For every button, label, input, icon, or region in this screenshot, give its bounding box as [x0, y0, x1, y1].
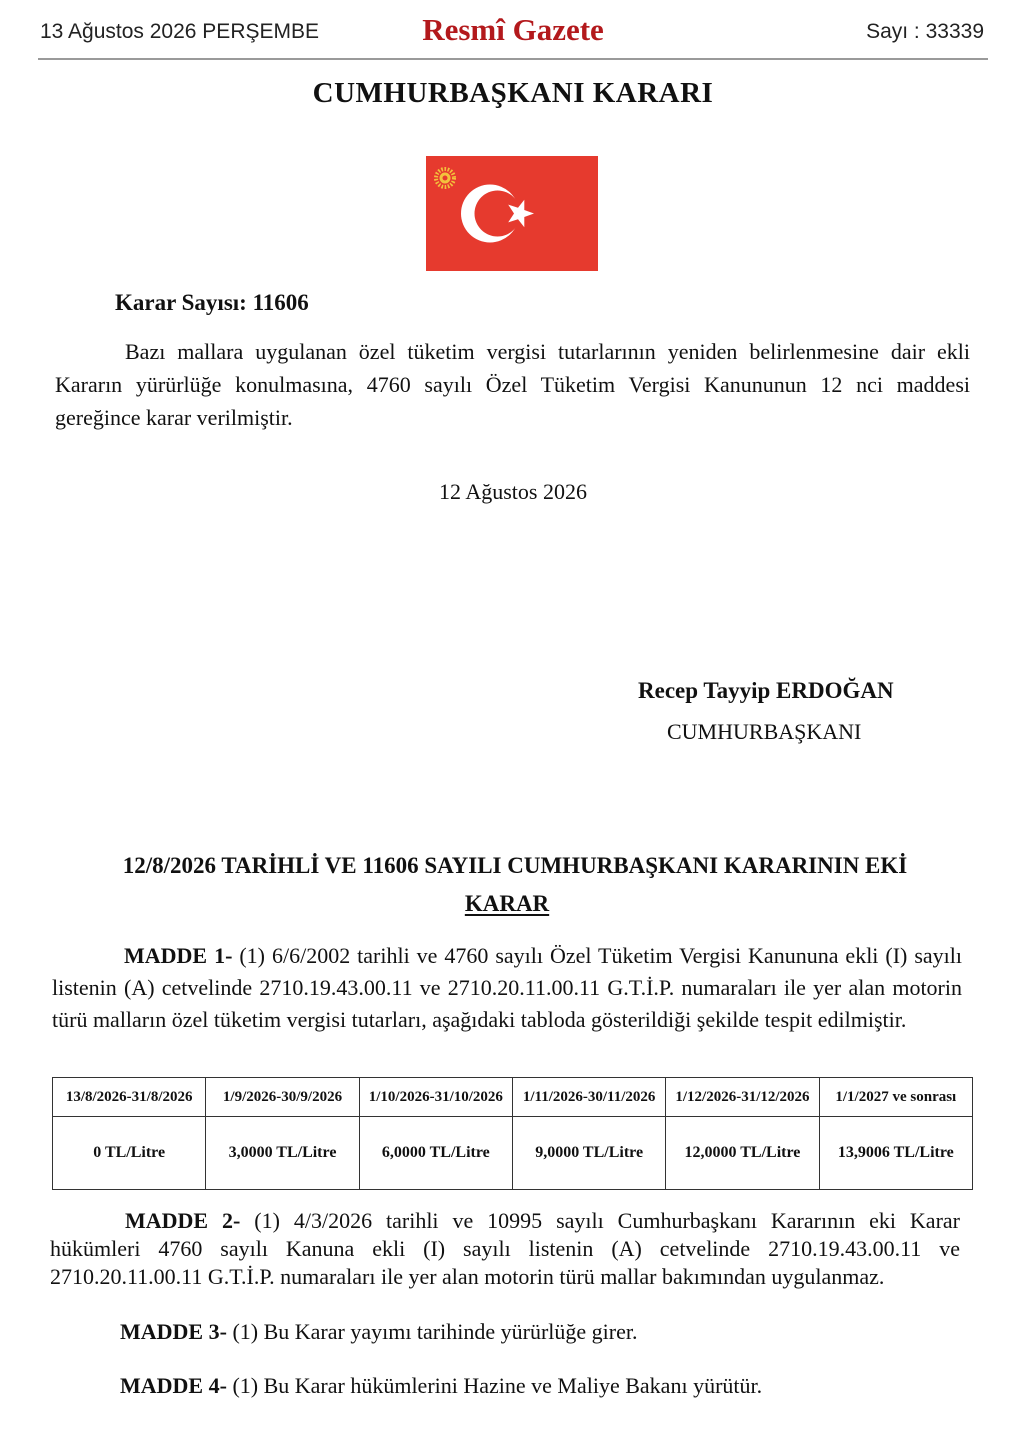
signatory-title: CUMHURBAŞKANI: [667, 719, 862, 744]
table-header-cell: 1/9/2026-30/9/2026: [206, 1078, 359, 1117]
table-cell: 0 TL/Litre: [53, 1117, 206, 1190]
article-1-text: (1) 6/6/2002 tarihli ve 4760 sayılı Özel Tüketim Vergisi Kanununa ekli (I) sayılı listenin (A) cetvelinde 2710.19.43.00.11 ve 2710.20.11.00.11 G.T.İ.P. numaraları ile yer alan motorin türü malların özel tüketim vergisi tutarları, aşağıdaki tabloda gösterildiği şekilde tespit edilmiştir.: [52, 943, 962, 1032]
gazette-name: Resmî Gazete: [422, 12, 604, 47]
header-divider: [38, 58, 988, 60]
article-1-label: MADDE 1-: [124, 943, 233, 968]
signatory-name: Recep Tayyip ERDOĞAN: [638, 678, 894, 703]
article-4-text: (1) Bu Karar hükümlerini Hazine ve Maliye Bakanı yürütür.: [226, 1373, 763, 1398]
table-cell: 9,0000 TL/Litre: [512, 1117, 665, 1190]
article-3-label: MADDE 3-: [120, 1319, 227, 1344]
tax-rate-table: [52, 1077, 973, 1190]
table-cell: 3,0000 TL/Litre: [206, 1117, 359, 1190]
document-title: CUMHURBAŞKANI KARARI: [312, 77, 714, 109]
decision-date: 12 Ağustos 2026: [439, 479, 587, 504]
article-2-label: MADDE 2-: [125, 1208, 241, 1233]
table-header-cell: 1/1/2027 ve sonrası: [819, 1078, 972, 1117]
table-cell: 12,0000 TL/Litre: [666, 1117, 819, 1190]
article-4: [120, 1369, 762, 1402]
table-header-cell: 1/10/2026-31/10/2026: [359, 1078, 512, 1117]
article-2: [50, 1207, 960, 1291]
article-2-text: (1) 4/3/2026 tarihli ve 10995 sayılı Cumhurbaşkanı Kararının eki Karar hükümleri 4760 sayılı Kanuna ekli (I) sayılı listenin (A) cetvelinde 2710.19.43.00.11 ve 2710.20.11.00.11 G.T.İ.P. numaraları ile yer alan motorin türü mallar bakımından uygulanmaz.: [50, 1208, 960, 1289]
intro-paragraph: Bazı mallara uygulanan özel tüketim vergisi tutarlarının yeniden belirlenmesine dair ekli Kararın yürürlüğe konulmasına, 4760 sayılı Özel Tüketim Vergisi Kanununun 12 nci maddesi gereğince karar verilmiştir.: [55, 339, 970, 430]
table-header-cell: 13/8/2026-31/8/2026: [53, 1078, 206, 1117]
table-header-cell: 1/11/2026-30/11/2026: [512, 1078, 665, 1117]
table-header-cell: 1/12/2026-31/12/2026: [666, 1078, 819, 1117]
article-1: [52, 940, 962, 1036]
article-3-text: (1) Bu Karar yayımı tarihinde yürürlüğe girer.: [226, 1319, 638, 1344]
table-row: [53, 1117, 973, 1190]
issue-number: Sayı : 33339: [866, 20, 984, 43]
article-3: [120, 1315, 637, 1348]
turkish-flag-icon: [426, 156, 598, 271]
annex-subtitle: [0, 891, 1014, 917]
table-header-row: [53, 1078, 973, 1117]
header-date: 13 Ağustos 2026 PERŞEMBE: [40, 20, 319, 43]
article-4-label: MADDE 4-: [120, 1373, 227, 1398]
annex-subtitle-text: KARAR: [464, 891, 550, 916]
decision-number: Karar Sayısı: 11606: [115, 290, 309, 315]
table-cell: 6,0000 TL/Litre: [359, 1117, 512, 1190]
annex-title: 12/8/2026 TARİHLİ VE 11606 SAYILI CUMHURBAŞKANI KARARININ EKİ: [122, 853, 908, 878]
crescent-inner: [475, 191, 521, 237]
table-cell: 13,9006 TL/Litre: [819, 1117, 972, 1190]
